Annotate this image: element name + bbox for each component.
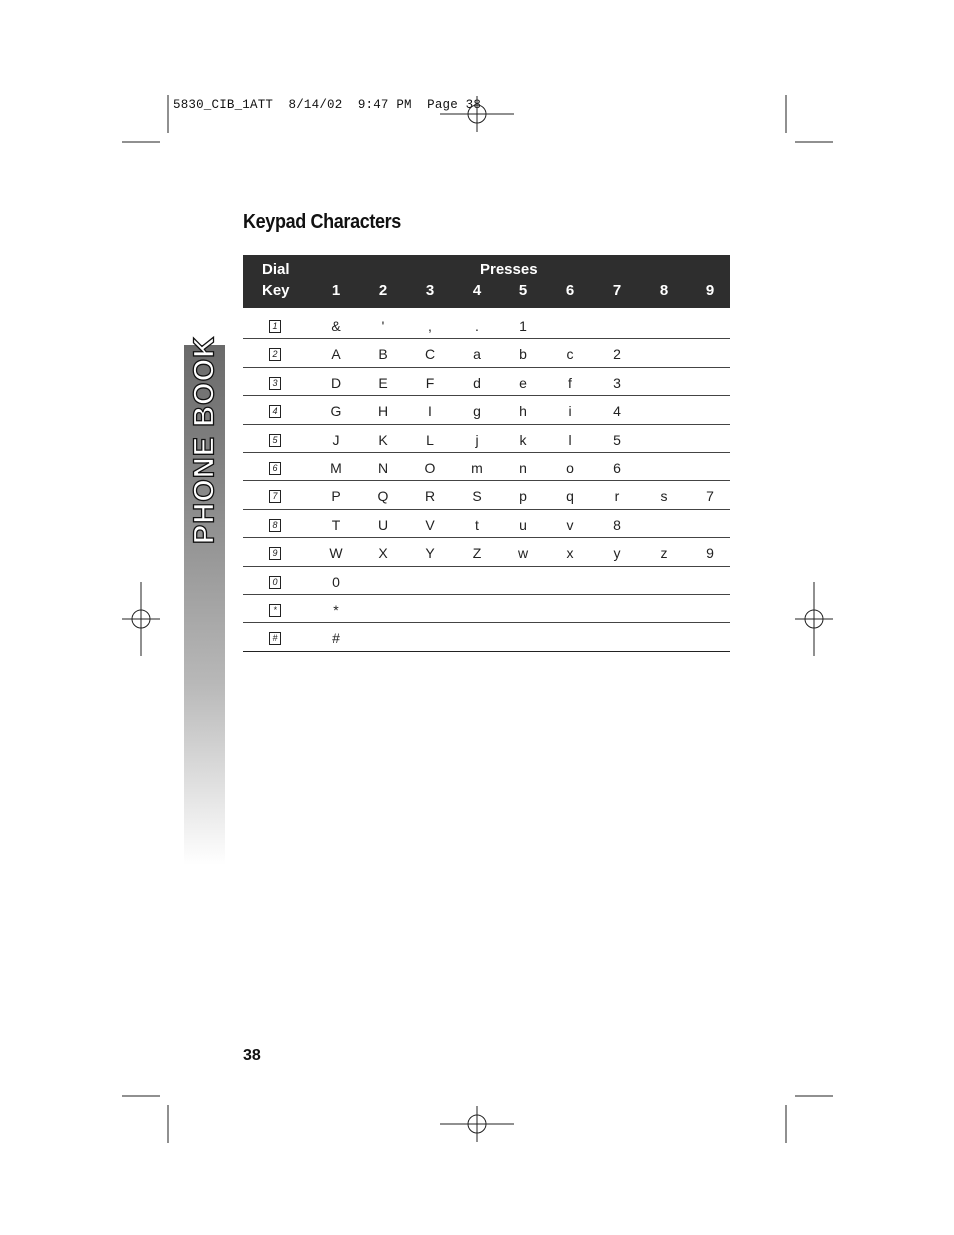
table-cell: v xyxy=(566,516,574,533)
dial-key-icon: 1 xyxy=(269,320,281,333)
table-cell: J xyxy=(332,431,340,448)
header-presses: Presses xyxy=(480,261,538,278)
table-cell: L xyxy=(426,431,434,448)
dial-key-icon: 7 xyxy=(269,490,281,503)
dial-key-icon: 6 xyxy=(269,462,281,475)
table-row xyxy=(243,481,730,509)
table-cell: ' xyxy=(381,318,385,334)
header-press-9: 9 xyxy=(705,282,715,299)
table-cell: X xyxy=(378,545,388,562)
table-cell: I xyxy=(428,403,432,420)
table-row xyxy=(243,339,730,367)
table-cell: R xyxy=(424,488,436,505)
table-cell: W xyxy=(329,545,343,562)
table-row xyxy=(243,510,730,538)
dial-key-icon: 9 xyxy=(269,547,281,560)
table-cell: S xyxy=(472,488,482,505)
table-cell: O xyxy=(424,459,436,476)
table-cell: K xyxy=(378,431,388,448)
table-cell: q xyxy=(566,488,574,505)
header-press-6: 6 xyxy=(565,282,575,299)
table-cell: h xyxy=(519,403,527,420)
page-number: 38 xyxy=(243,1047,261,1064)
table-cell: d xyxy=(473,374,481,391)
dial-key-icon: # xyxy=(269,632,281,645)
table-cell: G xyxy=(330,403,342,420)
table-cell: w xyxy=(517,545,529,562)
table-cell: N xyxy=(377,459,389,476)
table-header xyxy=(243,255,730,308)
table-cell: V xyxy=(425,516,435,533)
table-cell: g xyxy=(473,403,481,420)
table-cell: 7 xyxy=(706,488,714,505)
table-cell: 3 xyxy=(613,374,621,391)
table-cell: e xyxy=(519,374,527,391)
table-cell: & xyxy=(331,318,341,334)
table-cell: 9 xyxy=(706,545,714,562)
table-cell: M xyxy=(330,459,342,476)
header-key: Key xyxy=(262,282,290,299)
table-cell: t xyxy=(475,516,479,533)
header-press-5: 5 xyxy=(518,282,528,299)
dial-key-icon: 5 xyxy=(269,434,281,447)
table-cell: A xyxy=(331,346,341,363)
table-cell: p xyxy=(519,488,527,505)
table-cell: 6 xyxy=(613,459,621,476)
table-cell: 8 xyxy=(613,516,621,533)
table-cell: 0 xyxy=(332,573,340,590)
header-press-7: 7 xyxy=(612,282,622,299)
table-cell: Z xyxy=(472,545,482,562)
section-title: Keypad Characters xyxy=(243,211,401,233)
table-cell: n xyxy=(519,459,527,476)
table-cell: j xyxy=(475,431,479,448)
table-cell: a xyxy=(473,346,481,363)
print-slug-line: 5830_CIB_1ATT 8/14/02 9:47 PM Page 38 xyxy=(173,98,482,112)
dial-key-icon: 0 xyxy=(269,576,281,589)
table-row xyxy=(243,396,730,424)
dial-key-icon: 4 xyxy=(269,405,281,418)
table-cell: U xyxy=(377,516,389,533)
table-cell: 1 xyxy=(519,318,527,334)
table-cell: i xyxy=(568,403,572,420)
table-cell: D xyxy=(330,374,342,391)
table-cell: 4 xyxy=(613,403,621,420)
table-cell: Q xyxy=(377,488,389,505)
table-cell: E xyxy=(378,374,388,391)
table-row xyxy=(243,311,730,339)
table-cell: l xyxy=(568,431,572,448)
header-press-4: 4 xyxy=(472,282,482,299)
header-press-8: 8 xyxy=(659,282,669,299)
header-press-1: 1 xyxy=(331,282,341,299)
side-tab-label: PHONE BOOK xyxy=(188,335,221,545)
table-cell: 5 xyxy=(613,431,621,448)
table-cell: c xyxy=(566,346,574,363)
table-row xyxy=(243,623,730,651)
table-cell: z xyxy=(660,545,668,562)
table-cell: u xyxy=(519,516,527,533)
table-row xyxy=(243,567,730,595)
table-cell: * xyxy=(333,601,339,618)
table-cell: . xyxy=(475,318,479,334)
table-cell: , xyxy=(428,318,432,334)
dial-key-icon: 8 xyxy=(269,519,281,532)
keypad-characters-table xyxy=(243,255,730,652)
table-cell: k xyxy=(519,431,527,448)
table-row xyxy=(243,453,730,481)
table-cell: H xyxy=(377,403,389,420)
header-press-3: 3 xyxy=(425,282,435,299)
table-cell: P xyxy=(331,488,341,505)
table-cell: # xyxy=(332,630,340,647)
table-cell: f xyxy=(568,374,572,391)
dial-key-icon: * xyxy=(269,604,281,617)
table-cell: F xyxy=(425,374,435,391)
dial-key-icon: 3 xyxy=(269,377,281,390)
table-cell: T xyxy=(331,516,341,533)
table-cell: Y xyxy=(425,545,435,562)
table-cell: C xyxy=(424,346,436,363)
table-cell: s xyxy=(660,488,668,505)
table-cell: o xyxy=(566,459,574,476)
table-row xyxy=(243,595,730,623)
table-cell: r xyxy=(614,488,620,505)
table-cell: x xyxy=(566,545,574,562)
table-cell: y xyxy=(613,545,621,562)
dial-key-icon: 2 xyxy=(269,348,281,361)
table-row xyxy=(243,538,730,566)
table-row xyxy=(243,425,730,453)
header-dial: Dial xyxy=(262,261,290,278)
table-row xyxy=(243,368,730,396)
table-body xyxy=(243,308,730,652)
table-cell: B xyxy=(378,346,388,363)
table-cell: b xyxy=(519,346,527,363)
header-press-2: 2 xyxy=(378,282,388,299)
table-cell: m xyxy=(471,459,483,476)
table-cell: 2 xyxy=(613,346,621,363)
